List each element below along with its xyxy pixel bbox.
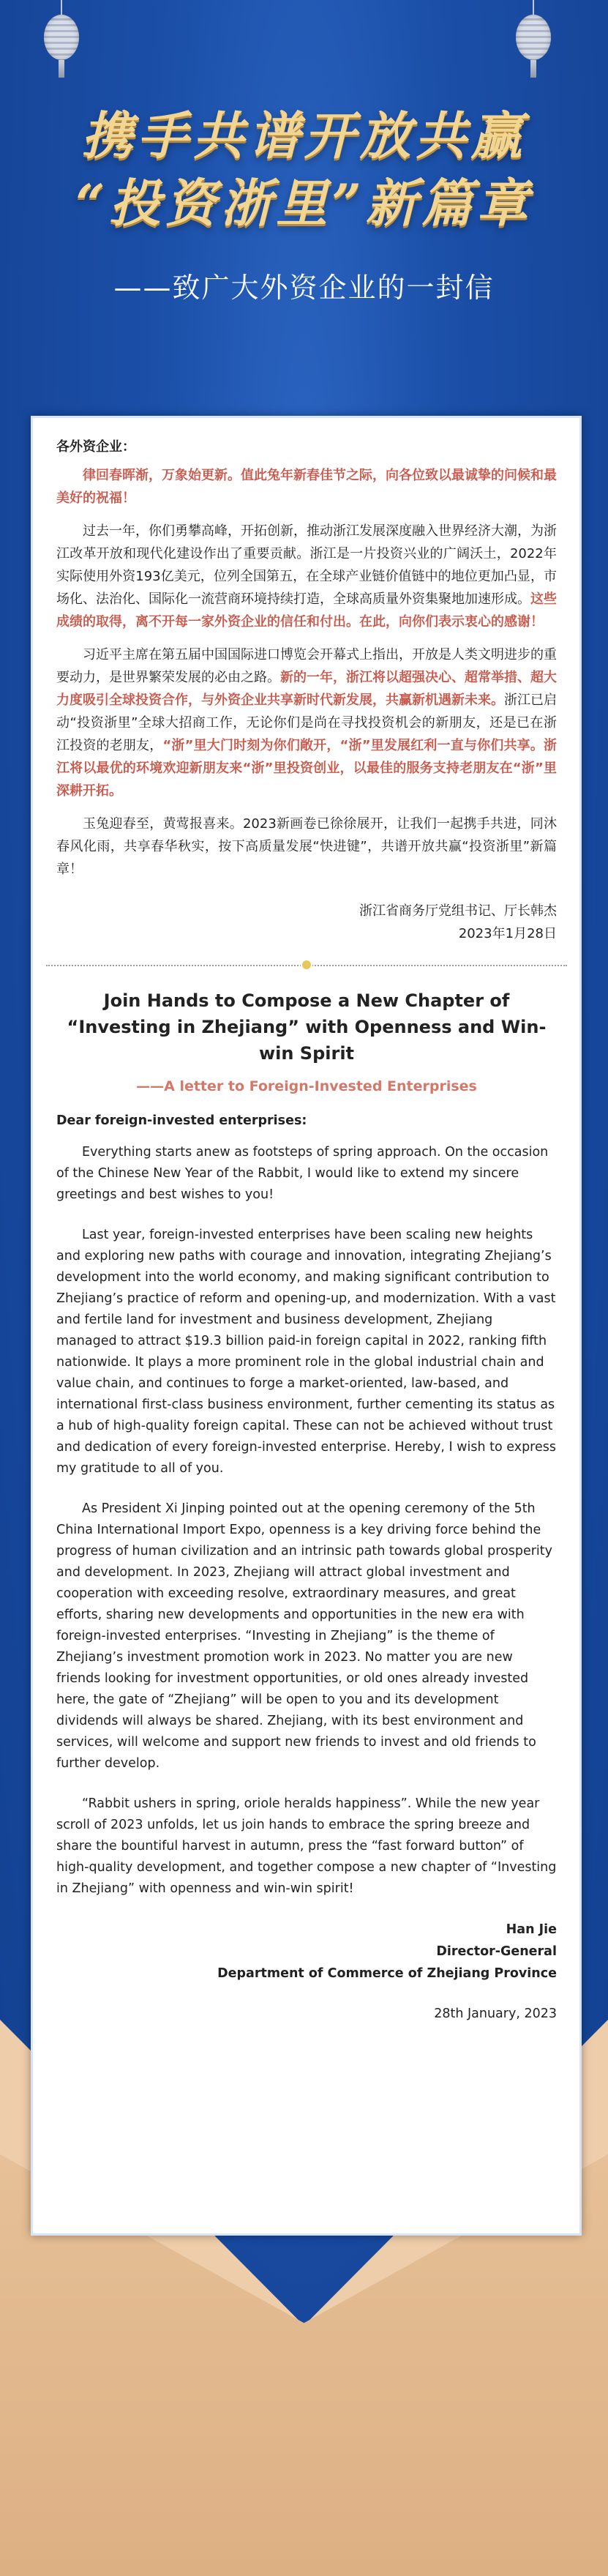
en-paragraph-2: Last year, foreign-invested enterprises have been scaling new heights and exploring new paths with courage and innovation, integrating Zhejiang’s development into the world economy, and making significant contribution to Zhejiang’s practice of reform and opening-up, and modernization. With a vast and fertile land for investment and business development, Zhejiang managed to attract $19.3 billion paid-in foreign capital in 2022, ranking fifth nationwide. It plays a more prominent role in the global industrial chain and value chain, and continues to forge a market-oriented, law-based, and international first-class business environment, further cementing its status as a hub of high-quality foreign capital. These can not be achieved without trust and dedication of every foreign-invested enterprise. Hereby, I wish to express my gratitude to all of you. xyxy=(56,1228,556,1476)
page-subtitle: ——致广大外资企业的一封信 xyxy=(113,272,495,304)
en-sign-name: Han Jie xyxy=(506,1922,557,1937)
zh-greeting: 各外资企业： xyxy=(56,439,135,455)
en-title: Join Hands to Compose a New Chapter of “Investing in Zhejiang” with Openness and Win-win Spirit xyxy=(67,990,547,1064)
chinese-letter xyxy=(56,436,557,881)
title-line-1: 携手共谱开放共赢 xyxy=(81,105,527,166)
zh-paragraph-1: 律回春晖渐，万象始更新。值此兔年新春佳节之际，向各位致以最诚挚的问候和最美好的祝福！ xyxy=(56,468,557,506)
en-paragraph-1: Everything starts anew as footsteps of spring approach. On the occasion of the Chinese New Year of the Rabbit, I would like to extend my sincere greetings and best wishes to you! xyxy=(56,1145,549,1202)
en-sign-dept: Department of Commerce of Zhejiang Province xyxy=(217,1966,557,1981)
en-paragraph-3: As President Xi Jinping pointed out at the opening ceremony of the 5th China International Import Expo, openness is a key driving force behind the progress of human civilization and an intrinsic path towards global prosperity and development. In 2023, Zhejiang will attract global investment and cooperation with exceeding resolve, extraordinary measures, and great efforts, sharing new developments and opportunities in the new era with foreign-invested enterprises. “Investing in Zhejiang” is the theme of Zhejiang’s investment promotion work in 2023. No matter you are new friends looking for investment opportunities, or old ones already invested here, the gate of “Zhejiang” will be open to you and its development dividends will always be shared. Zhejiang, with its best environment and services, will welcome and support new friends to invest and old friends to further develop. xyxy=(56,1501,553,1771)
zh-sign-date: 2023年1月28日 xyxy=(458,926,557,941)
en-greeting: Dear foreign-invested enterprises: xyxy=(56,1113,307,1128)
zh-paragraph-4: 玉兔迎春至，黄莺报喜来。2023新画卷已徐徐展开，让我们一起携手共进，同沐春风化雨，共享春华秋实，按下高质量发展“快进键”，共谱开放共赢“投资浙里”新篇章！ xyxy=(56,816,557,877)
en-paragraph-4: “Rabbit ushers in spring, oriole heralds happiness”. While the new year scroll of 2023 unfolds, let us join hands to embrace the spring breeze and share the bountiful harvest in autumn, press the “fast forward button” of high-quality development, and together compose a new chapter of “Investing in Zhejiang” with openness and win-win spirit! xyxy=(56,1796,557,1896)
zh-signature xyxy=(56,900,557,945)
en-signature xyxy=(56,1919,557,1985)
title-line-2: “投资浙里”新篇章 xyxy=(75,173,533,234)
en-sign-title: Director-General xyxy=(436,1944,557,1959)
zh-sign-name: 浙江省商务厅党组书记、厅长韩杰 xyxy=(359,903,557,919)
page-header xyxy=(0,102,608,305)
letter-card xyxy=(31,416,582,2236)
zh-paragraph-2: 过去一年，你们勇攀高峰，开拓创新，推动浙江发展深度融入世界经济大潮，为浙江改革开放和现代化建设作出了重要贡献。浙江是一片投资兴业的广阔沃土，2022年实际使用外资193亿美元，位列全国第五，在全球产业链价值链中的地位更加凸显，市场化、法治化、国际化一流营商环境持续打造，全球高质量外资集聚地加速形成。这些成绩的取得，离不开每一家外资企业的信任和付出。在此，向你们表示衷心的感谢！ xyxy=(56,523,557,630)
zh-paragraph-3: 习近平主席在第五届中国国际进口博览会开幕式上指出，开放是人类文明进步的重要动力，是世界繁荣发展的必由之路。新的一年，浙江将以超强决心、超常举措、超大力度吸引全球投资合作，与外资企业共享新时代新发展，共赢新机遇新未来。浙江已启动“投资浙里”全球大招商工作，无论你们是尚在寻找投资机会的新朋友，还是已在浙江投资的老朋友，“浙”里大门时刻为你们敞开，“浙”里发展红利一直与你们共享。浙江将以最优的环境欢迎新朋友来“浙”里投资创业，以最佳的服务支持老朋友在“浙”里深耕开拓。 xyxy=(56,647,557,799)
lantern-icon xyxy=(40,0,83,81)
en-date: 28th January, 2023 xyxy=(434,2006,557,2021)
en-subtitle: ——A letter to Foreign-Invested Enterprises xyxy=(136,1078,477,1094)
english-letter xyxy=(56,1110,557,1900)
lantern-icon xyxy=(511,0,555,81)
divider-dot-icon xyxy=(302,960,311,969)
section-divider xyxy=(56,951,557,980)
